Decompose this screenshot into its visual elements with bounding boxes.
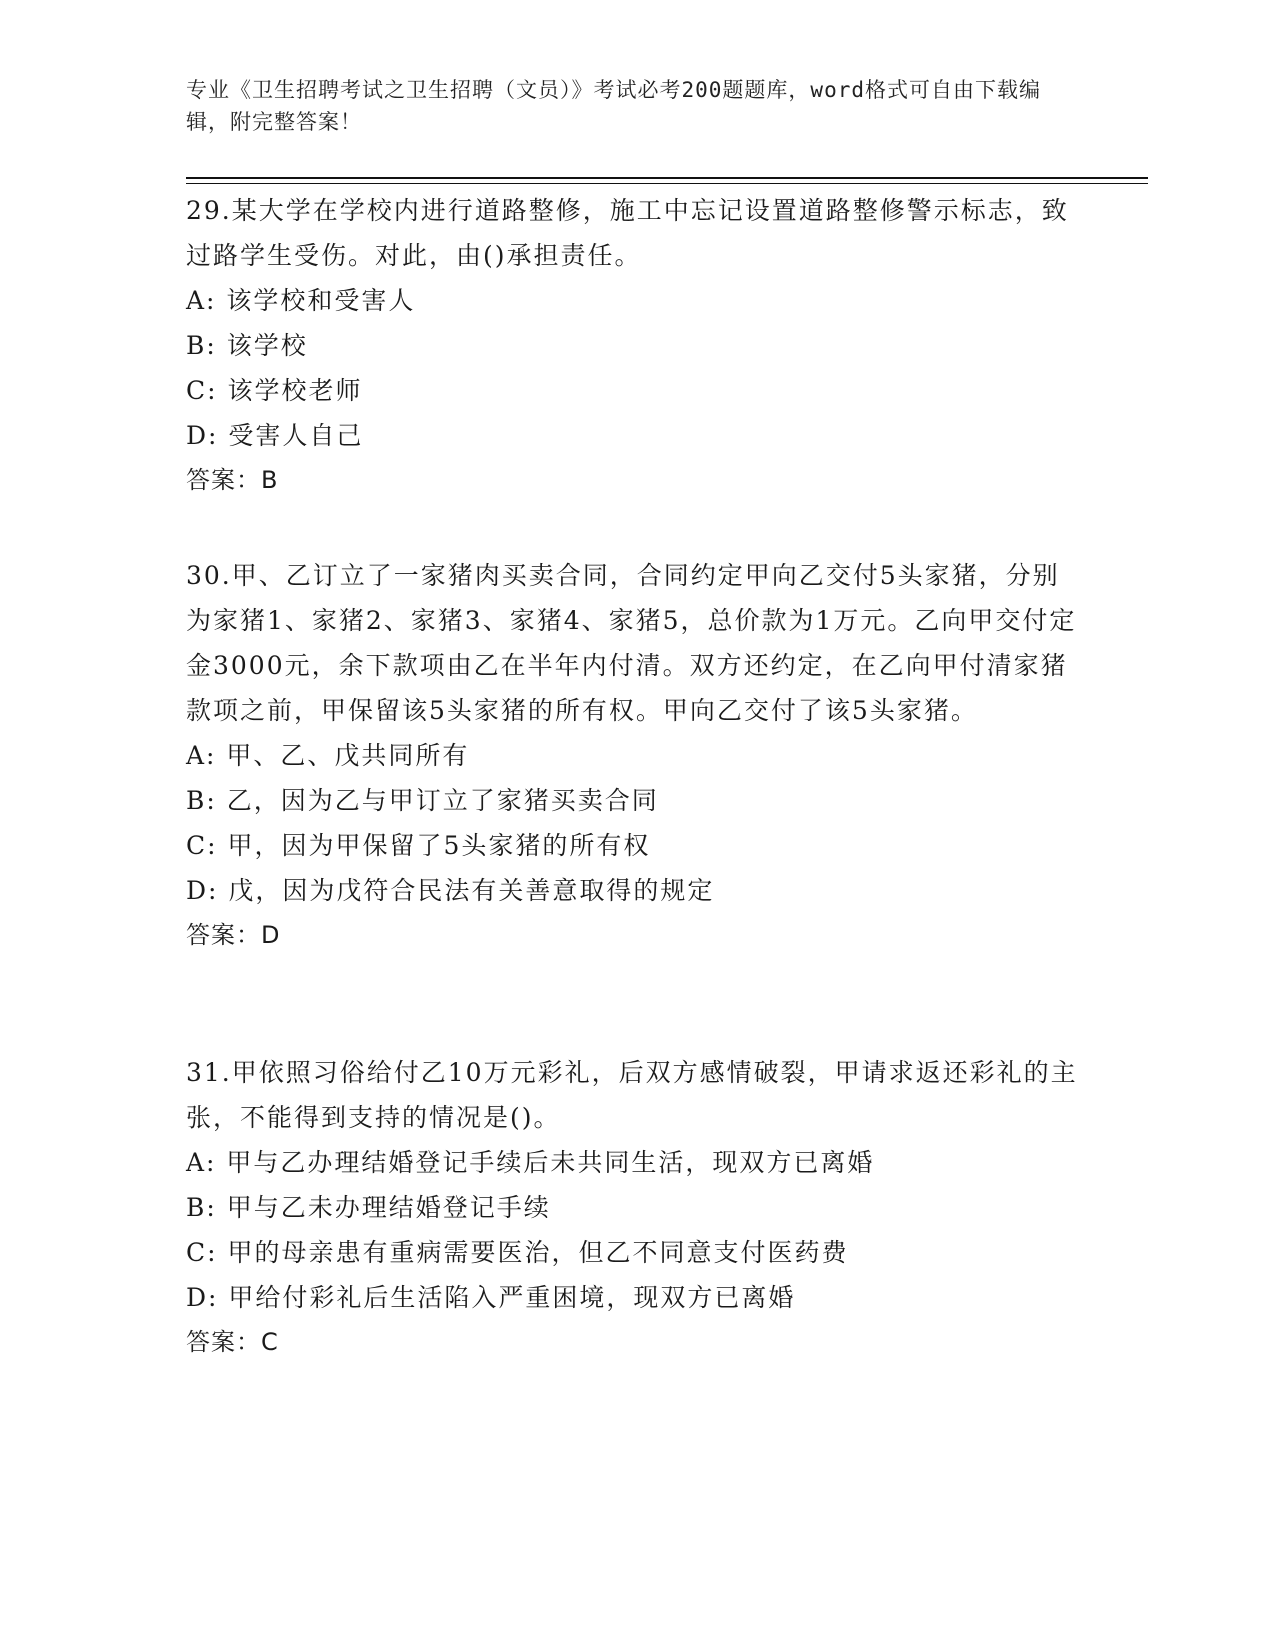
option-c: C: 甲的母亲患有重病需要医治，但乙不同意支付医药费 (186, 1238, 849, 1267)
answer-line: 答案：B (186, 466, 279, 494)
option-a: A: 该学校和受害人 (186, 286, 416, 315)
question-29 (186, 188, 1086, 503)
option-c: C: 甲，因为甲保留了5头家猪的所有权 (186, 831, 651, 860)
header-divider-thin (186, 183, 1148, 184)
document-header: 专业《卫生招聘考试之卫生招聘（文员）》考试必考200题题库，word格式可自由下载编辑，附完整答案！ (186, 78, 1041, 134)
option-d: D: 甲给付彩礼后生活陷入严重困境，现双方已离婚 (186, 1283, 796, 1312)
answer-line: 答案：D (186, 921, 281, 949)
header-divider-thick (186, 177, 1148, 179)
option-b: B: 该学校 (186, 331, 308, 360)
option-d: D: 戊，因为戊符合民法有关善意取得的规定 (186, 876, 715, 905)
option-a: A: 甲、乙、戊共同所有 (186, 741, 470, 770)
question-stem: 29.某大学在学校内进行道路整修，施工中忘记设置道路整修警示标志，致过路学生受伤。对此，由()承担责任。 (186, 196, 1069, 270)
question-30 (186, 553, 1086, 958)
option-c: C: 该学校老师 (186, 376, 363, 405)
option-b: B: 甲与乙未办理结婚登记手续 (186, 1193, 551, 1222)
question-stem: 31.甲依照习俗给付乙10万元彩礼，后双方感情破裂，甲请求返还彩礼的主张，不能得到支持的情况是()。 (186, 1058, 1078, 1132)
answer-line: 答案：C (186, 1328, 279, 1356)
option-d: D: 受害人自己 (186, 421, 364, 450)
option-b: B: 乙，因为乙与甲订立了家猪买卖合同 (186, 786, 659, 815)
option-a: A: 甲与乙办理结婚登记手续后未共同生活，现双方已离婚 (186, 1148, 875, 1177)
question-31 (186, 1050, 1086, 1365)
question-stem: 30.甲、乙订立了一家猪肉买卖合同，合同约定甲向乙交付5头家猪，分别为家猪1、家猪2、家猪3、家猪4、家猪5，总价款为1万元。乙向甲交付定金3000元，余下款项由乙在半年内付清。双方还约定，在乙向甲付清家猪款项之前，甲保留该5头家猪的所有权。甲向乙交付了该5头家猪。 (186, 561, 1077, 725)
